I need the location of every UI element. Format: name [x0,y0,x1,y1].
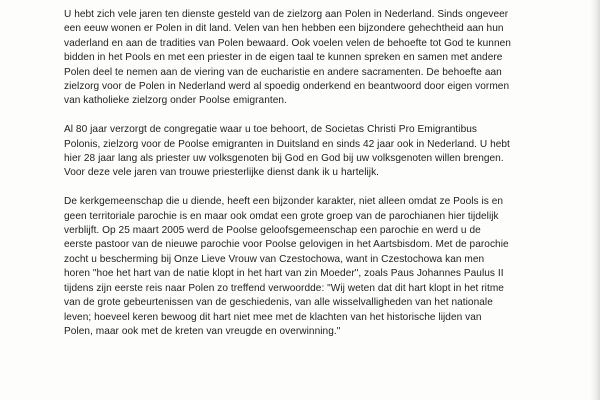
paragraph-3 [64,195,578,339]
text-line: eerste pastoor van de nieuwe parochie voor Poolse gelovigen in het Aartsbisdom. Met de parochie [64,239,509,251]
text-line: van de grote gebeurtenissen van de geschiedenis, van alle wisselvalligheden van het nationale [64,297,493,309]
page-edge-shadow [590,0,600,400]
text-line: bidden in het Pools en met een priester in de eigen taal te kunnen spreken en samen met andere [64,52,503,64]
text-line: Polonis, zielzorg voor de Poolse emigranten in Duitsland en sinds 42 jaar ook in Nederland. U hebt [64,138,510,150]
text-line: Voor deze vele jaren van trouwe priesterlijke dienst dank ik u hartelijk. [64,167,380,179]
text-line: geen territoriale parochie is en maar ook omdat een grote groep van de parochianen hier tijdelijk [64,210,499,222]
paragraph-1 [64,8,578,109]
text-line: Polen deel te nemen aan de viering van de eucharistie en andere sacramenten. De behoefte aan [64,66,502,78]
paragraph-2 [64,123,578,181]
text-line: U hebt zich vele jaren ten dienste gesteld van de zielzorg aan Polen in Nederland. Sinds ongeveer [64,9,509,20]
text-line: horen "hoe het hart van de natie klopt in het hart van zin Moeder", zoals Paus Johannes Paulus II [64,268,504,280]
text-line: van katholieke zielzorg onder Poolse emigranten. [64,95,287,107]
text-line: leven; hoeveel keren bewoog dit hart niet mee met de klachten van het historische lijden van [64,311,482,323]
text-line: De kerkgemeenschap die u diende, heeft een bijzonder karakter, niet alleen omdat ze Pools is en [64,196,504,208]
text-line: zielzorg voor de Polen in Nederland werd al spoedig onderkend en beantwoord door eigen vormen [64,81,510,93]
text-line: tijdens zijn eerste reis naar Polen zo treffend verwoordde: "Wij weten dat dit hart klopt in het ritme [64,282,504,294]
text-line: vaderland en aan de tradities van Polen bewaard. Ook voelen velen de behoefte tot God te kunnen [64,37,511,49]
text-line: Al 80 jaar verzorgt de congregatie waar u toe behoort, de Societas Christi Pro Emigrantibus [64,124,478,136]
text-line: verblijft. Op 25 maart 2005 werd de Poolse geloofsgemeenschap een parochie en werd u de [64,225,481,237]
letter-body [64,8,578,354]
text-line: zocht u bescherming bij Onze Lieve Vrouw van Czestochowa, want in Czestochowa kan men [64,253,485,265]
text-line: Polen, maar ook met de kreten van vreugde en overwinning." [64,325,341,337]
text-line: hier 28 jaar lang als priester uw volksgenoten bij God en God bij uw volksgenoten willen brengen. [64,153,504,165]
text-line: een eeuw wonen er Polen in dit land. Velen van hen hebben een bijzondere gehechtheid aan hun [64,23,504,35]
